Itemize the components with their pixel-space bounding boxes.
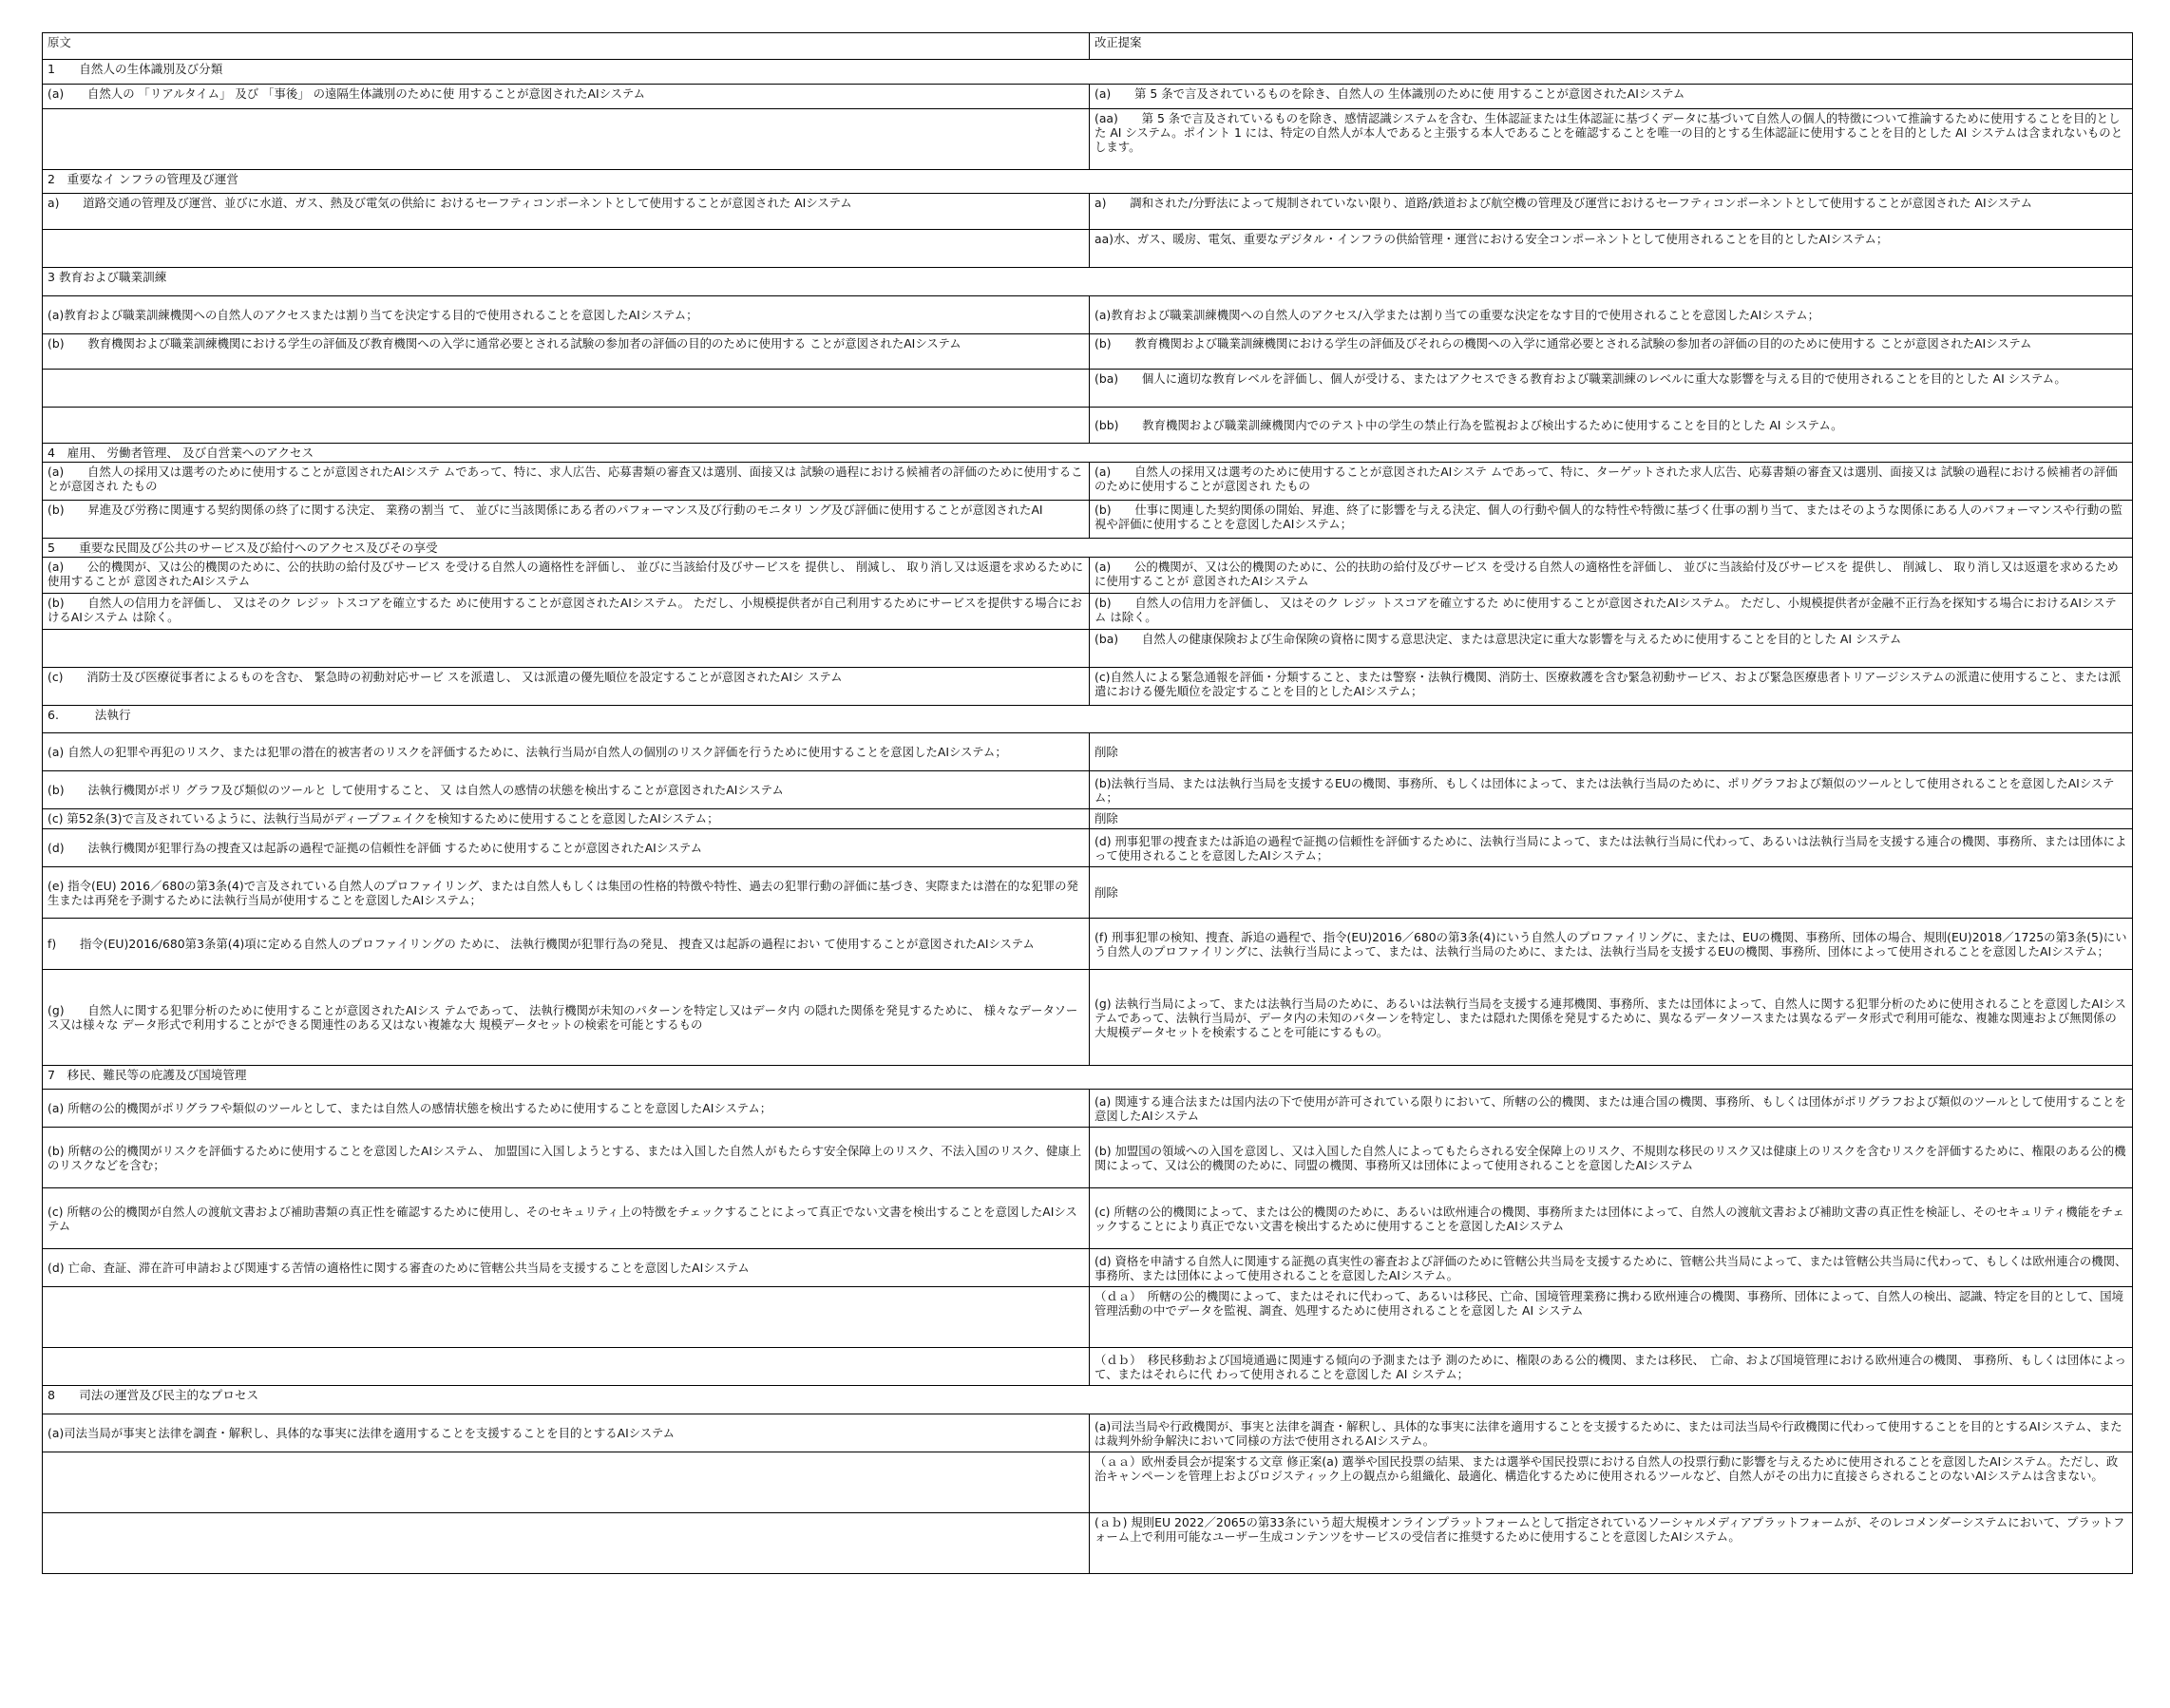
table-row [43,1249,2133,1287]
section-heading: 2 重要なイ ンフラの管理及び運営 [43,170,2133,194]
proposal-cell: (a) 第 5 条で言及されているものを除き、自然人の 生体識別のために使 用することが意図されたAIシステム [1090,85,2133,109]
proposal-cell: (a)教育および職業訓練機関への自然人のアクセス/入学または割り当ての重要な決定をなす目的で使用されることを意図したAIシステム； [1090,296,2133,334]
original-cell: (a)司法当局が事実と法律を調査・解釈し、具体的な事実に法律を適用することを支援することを目的とするAIシステム [43,1414,1090,1452]
proposal-cell: （ｄｂ） 移民移動および国境通過に関連する傾向の予測または予 測のために、権限のある公的機関、または移民、 亡命、および国境管理における欧州連合の機関、 事務所、もしくは団体によって、またはそれらに代 わって使用されることを意図した AI システム； [1090,1348,2133,1386]
section-heading: 7 移民、難民等の庇護及び国境管理 [43,1066,2133,1090]
original-cell: (d) 亡命、査証、滞在許可申請および関連する苦情の適格性に関する審査のために管轄公共当局を支援することを意図したAIシステム [43,1249,1090,1287]
section-row [43,1386,2133,1414]
original-cell: (g) 自然人に関する犯罪分析のために使用することが意図されたAIシス テムであって、 法執行機関が未知のパターンを特定し又はデータ内 の隠れた関係を発見するために、 様々なデータソース又は様々な データ形式で利用することができる関連性のある又はない複雑な大 規模データセットの検索を可能とするもの [43,970,1090,1066]
proposal-cell: (ａｂ) 規則EU 2022／2065の第33条にいう超大規模オンラインプラットフォームとして指定されているソーシャルメディアプラットフォームが、そのレコメンダーシステムにおいて、プラットフォーム上で利用可能なユーザー生成コンテンツをサービスの受信者に推奨するために使用することを意図したAIシステム。 [1090,1513,2133,1574]
table-row [43,558,2133,594]
table-row [43,194,2133,230]
original-cell: (a) 所轄の公的機関がポリグラフや類似のツールとして、または自然人の感情状態を検出するために使用することを意図したAIシステム； [43,1090,1090,1128]
table-row [43,85,2133,109]
table-row [43,408,2133,444]
original-cell: (c) 第52条(3)で言及されているように、法執行当局がディープフェイクを検知するために使用することを意図したAIシステム； [43,809,1090,829]
proposal-cell: (f) 刑事犯罪の検知、捜査、訴追の過程で、指令(EU)2016／680の第3条(4)にいう自然人のプロファイリングに、または、EUの機関、事務所、団体の場合、規則(EU)2018／1725の第3条(5)にいう自然人のプロファイリングに、法執行当局によって、または、法執行当局のために、または、法執行当局を支援するEUの機関、事務所、団体によって使用されることを意図したAIシステム； [1090,919,2133,970]
original-cell: (b) 法執行機関がポリ グラフ及び類似のツールと して使用すること、 又 は自然人の感情の状態を検出することが意図されたAIシステム [43,771,1090,809]
original-cell: f) 指令(EU)2016/680第3条第(4)項に定める自然人のプロファイリングの ために、 法執行機関が犯罪行為の発見、 捜査又は起訴の過程におい て使用することが意図されたAIシステム [43,919,1090,970]
original-cell: (a)教育および職業訓練機関への自然人のアクセスまたは割り当てを決定する目的で使用されることを意図したAIシステム； [43,296,1090,334]
table-row [43,970,2133,1066]
comparison-table [42,32,2133,1574]
original-cell [43,1287,1090,1348]
original-cell [43,1513,1090,1574]
proposal-cell: (g) 法執行当局によって、または法執行当局のために、あるいは法執行当局を支援する連邦機関、事務所、または団体によって、自然人に関する犯罪分析のために使用されることを意図したAIシステムであって、法執行当局が、データ内の未知のパターンを特定し、または隠れた関係を発見するために、異なるデータソースまたは異なるデータ形式で利用可能な、複雑な関連および無関係の大規模データセットを検索することを可能にするもの。 [1090,970,2133,1066]
proposal-cell: (b) 教育機関および職業訓練機関における学生の評価及びそれらの機関への入学に通常必要とされる試験の参加者の評価の目的のために使用する ことが意図されたAIシステム [1090,334,2133,370]
proposal-cell: (b)法執行当局、または法執行当局を支援するEUの機関、事務所、もしくは団体によって、または法執行当局のために、ポリグラフおよび類似のツールとして使用されることを意図したAIシステム； [1090,771,2133,809]
section-row [43,268,2133,296]
proposal-cell: (ba) 自然人の健康保険および生命保険の資格に関する意思決定、または意思決定に重大な影響を与えるために使用することを目的とした AI システム [1090,630,2133,668]
proposal-cell: 削除 [1090,733,2133,771]
original-cell [43,408,1090,444]
original-cell [43,230,1090,268]
section-row [43,444,2133,463]
table-row [43,1128,2133,1188]
section-row [43,1066,2133,1090]
proposal-cell: (a) 関連する連合法または国内法の下で使用が許可されている限りにおいて、所轄の公的機関、または連合国の機関、事務所、もしくは団体がポリグラフおよび類似のツールとして使用することを意図したAIシステム [1090,1090,2133,1128]
table-row [43,501,2133,539]
original-cell: (b) 昇進及び労務に関連する契約関係の終了に関する決定、 業務の割当 て、 並びに当該関係にある者のパフォーマンス及び行動のモニタリ ング及び評価に使用することが意図されたAI [43,501,1090,539]
original-cell: (b) 自然人の信用力を評価し、 又はそのク レジッ トスコアを確立するた めに使用することが意図されたAIシステム。 ただし、小規模提供者が自己利用するためにサービスを提供する場合におけるAIシステム は除く。 [43,594,1090,630]
proposal-cell: (b) 仕事に関連した契約関係の開始、昇進、終了に影響を与える決定、個人の行動や個人的な特性や特徴に基づく仕事の割り当て、またはそのような関係にある人のパフォーマンスや行動の監視や評価に使用することを意図したAIシステム； [1090,501,2133,539]
original-cell: (b) 所轄の公的機関がリスクを評価するために使用することを意図したAIシステム、 加盟国に入国しようとする、または入国した自然人がもたらす安全保障上のリスク、不法入国のリスク、健康上のリスクなどを含む； [43,1128,1090,1188]
proposal-cell: (a)司法当局や行政機関が、事実と法律を調査・解釈し、具体的な事実に法律を適用することを支援するために、または司法当局や行政機関に代わって使用することを目的とするAIシステム、または裁判外紛争解決において同様の方法で使用されるAIシステム。 [1090,1414,2133,1452]
table-row [43,594,2133,630]
proposal-cell: (aa) 第 5 条で言及されているものを除き、感情認識システムを含む、生体認証または生体認証に基づくデータに基づいて自然人の個人的特徴について推論するために使用することを目的とした AI システム。ポイント 1 には、特定の自然人が本人であると主張する本人であることを確認することを唯一の目的とする生体認証に使用することを目的とした AI システムは含まれないものとします。 [1090,109,2133,170]
comparison-document [42,32,2132,1574]
section-heading: 6. 法執行 [43,706,2133,733]
table-row [43,1452,2133,1513]
table-row [43,1348,2133,1386]
header-row [43,33,2133,60]
table-row [43,463,2133,501]
original-cell: a) 道路交通の管理及び運営、並びに水道、ガス、熱及び電気の供給に おけるセーフティコンポーネントとして使用することが意図された AIシステム [43,194,1090,230]
header-original: 原文 [43,33,1090,60]
table-row [43,919,2133,970]
table-row [43,1513,2133,1574]
table-row [43,109,2133,170]
table-row [43,630,2133,668]
section-heading: 8 司法の運営及び民主的なプロセス [43,1386,2133,1414]
proposal-cell: (b) 自然人の信用力を評価し、 又はそのク レジッ トスコアを確立するた めに使用することが意図されたAIシステム。 ただし、小規模提供者が金融不正行為を探知する場合におけるAIシステム は除く。 [1090,594,2133,630]
original-cell: (b) 教育機関および職業訓練機関における学生の評価及び教育機関への入学に通常必要とされる試験の参加者の評価の目的のために使用する ことが意図されたAIシステム [43,334,1090,370]
proposal-cell: (bb) 教育機関および職業訓練機関内でのテスト中の学生の禁止行為を監視および検出するために使用することを目的とした AI システム。 [1090,408,2133,444]
original-cell [43,1452,1090,1513]
proposal-cell: (c)自然人による緊急通報を評価・分類すること、または警察・法執行機関、消防士、医療救護を含む緊急初動サービス、および緊急医療患者トリアージシステムの派遣に使用すること、または派遣における優先順位を設定することを目的としたAIシステム； [1090,668,2133,706]
original-cell: (a) 自然人の採用又は選考のために使用することが意図されたAIシステ ムであって、特に、求人広告、応募書類の審査又は選別、面接又は 試験の過程における候補者の評価のために使用することが意図され たもの [43,463,1090,501]
table-row [43,230,2133,268]
proposal-cell: a) 調和された/分野法によって規制されていない限り、道路/鉄道および航空機の管理及び運営におけるセーフティコンポーネントとして使用することが意図された AIシステム [1090,194,2133,230]
original-cell [43,109,1090,170]
table-row [43,334,2133,370]
section-heading: 4 雇用、 労働者管理、 及び自営業へのアクセス [43,444,2133,463]
proposal-cell: (d) 刑事犯罪の捜査または訴追の過程で証拠の信頼性を評価するために、法執行当局によって、または法執行当局に代わって、あるいは法執行当局を支援する連合の機関、事務所、または団体によって使用されることを意図したAIシステム； [1090,829,2133,867]
table-row [43,809,2133,829]
table-row [43,771,2133,809]
original-cell: (a) 公的機関が、又は公的機関のために、公的扶助の給付及びサービス を受ける自然人の適格性を評価し、 並びに当該給付及びサービスを 提供し、 削減し、 取り消し又は返還を求めるために使用することが 意図されたAIシステム [43,558,1090,594]
proposal-cell: (ba) 個人に適切な教育レベルを評価し、個人が受ける、またはアクセスできる教育および職業訓練のレベルに重大な影響を与える目的で使用されることを目的とした AI システム。 [1090,370,2133,408]
section-heading: 5 重要な民間及び公共のサービス及び給付へのアクセス及びその享受 [43,539,2133,558]
proposal-cell: aa)水、ガス、暖房、電気、重要なデジタル・インフラの供給管理・運営における安全コンポーネントとして使用されることを目的としたAIシステム； [1090,230,2133,268]
table-row [43,867,2133,919]
original-cell: (a) 自然人の犯罪や再犯のリスク、または犯罪の潜在的被害者のリスクを評価するために、法執行当局が自然人の個別のリスク評価を行うために使用することを意図したAIシステム； [43,733,1090,771]
table-row [43,829,2133,867]
proposal-cell: (a) 公的機関が、又は公的機関のために、公的扶助の給付及びサービス を受ける自然人の適格性を評価し、 並びに当該給付及びサービスを 提供し、 削減し、 取り消し又は返還を求めるために使用することが 意図されたAIシステム [1090,558,2133,594]
original-cell [43,1348,1090,1386]
header-proposal: 改正提案 [1090,33,2133,60]
proposal-cell: (a) 自然人の採用又は選考のために使用することが意図されたAIシステ ムであって、特に、ターゲットされた求人広告、応募書類の審査又は選別、面接又は 試験の過程における候補者の評価のために使用することが意図され たもの [1090,463,2133,501]
section-heading: 3 教育および職業訓練 [43,268,2133,296]
section-row [43,170,2133,194]
table-row [43,1414,2133,1452]
original-cell: (c) 消防士及び医療従事者によるものを含む、 緊急時の初動対応サービ スを派遣し、 又は派遣の優先順位を設定することが意図されたAIシ ステム [43,668,1090,706]
section-row [43,539,2133,558]
table-row [43,296,2133,334]
proposal-cell: 削除 [1090,809,2133,829]
table-row [43,668,2133,706]
proposal-cell: 削除 [1090,867,2133,919]
proposal-cell: （ａａ）欧州委員会が提案する文章 修正案(a) 選挙や国民投票の結果、または選挙や国民投票における自然人の投票行動に影響を与えるために使用されることを意図したAIシステム。ただし、政治キャンペーンを管理上およびロジスティック上の観点から組織化、最適化、構造化するために使用されるツールなど、自然人がその出力に直接さらされることのないAIシステムは含まない。 [1090,1452,2133,1513]
original-cell [43,370,1090,408]
table-row [43,1287,2133,1348]
table-row [43,1090,2133,1128]
original-cell: (d) 法執行機関が犯罪行為の捜査又は起訴の過程で証拠の信頼性を評価 するために使用することが意図されたAIシステム [43,829,1090,867]
section-row [43,706,2133,733]
table-row [43,370,2133,408]
original-cell: (a) 自然人の 「リアルタイム」 及び 「事後」 の遠隔生体識別のために使 用することが意図されたAIシステム [43,85,1090,109]
table-row [43,733,2133,771]
original-cell: (c) 所轄の公的機関が自然人の渡航文書および補助書類の真正性を確認するために使用し、そのセキュリティ上の特徴をチェックすることによって真正でない文書を検出することを意図したAIシステム [43,1188,1090,1249]
proposal-cell: (b) 加盟国の領域への入国を意図し、又は入国した自然人によってもたらされる安全保障上のリスク、不規則な移民のリスク又は健康上のリスクを含むリスクを評価するために、権限のある公的機関によって、又は公的機関のために、同盟の機関、事務所又は団体によって使用されることを意図したAIシステム [1090,1128,2133,1188]
proposal-cell: (c) 所轄の公的機関によって、または公的機関のために、あるいは欧州連合の機関、事務所または団体によって、自然人の渡航文書および補助文書の真正性を検証し、そのセキュリティ機能をチェックすることにより真正でない文書を検出するために使用することを意図したAIシステム [1090,1188,2133,1249]
proposal-cell: (d) 資格を申請する自然人に関連する証拠の真実性の審査および評価のために管轄公共当局を支援するために、管轄公共当局によって、または管轄公共当局に代わって、もしくは欧州連合の機関、事務所、または団体によって使用されることを意図したAIシステム。 [1090,1249,2133,1287]
proposal-cell: （ｄａ） 所轄の公的機関によって、またはそれに代わって、あるいは移民、亡命、国境管理業務に携わる欧州連合の機関、事務所、団体によって、自然人の検出、認識、特定を目的として、国境管理活動の中でデータを監視、調査、処理するために使用されることを意図した AI システム [1090,1287,2133,1348]
table-row [43,1188,2133,1249]
section-row [43,60,2133,85]
section-heading: 1 自然人の生体識別及び分類 [43,60,2133,85]
original-cell [43,630,1090,668]
original-cell: (e) 指令(EU) 2016／680の第3条(4)で言及されている自然人のプロファイリング、または自然人もしくは集団の性格的特徴や特性、過去の犯罪行動の評価に基づき、実際または潜在的な犯罪の発生または再発を予測するために法執行当局が使用することを意図したAIシステム； [43,867,1090,919]
